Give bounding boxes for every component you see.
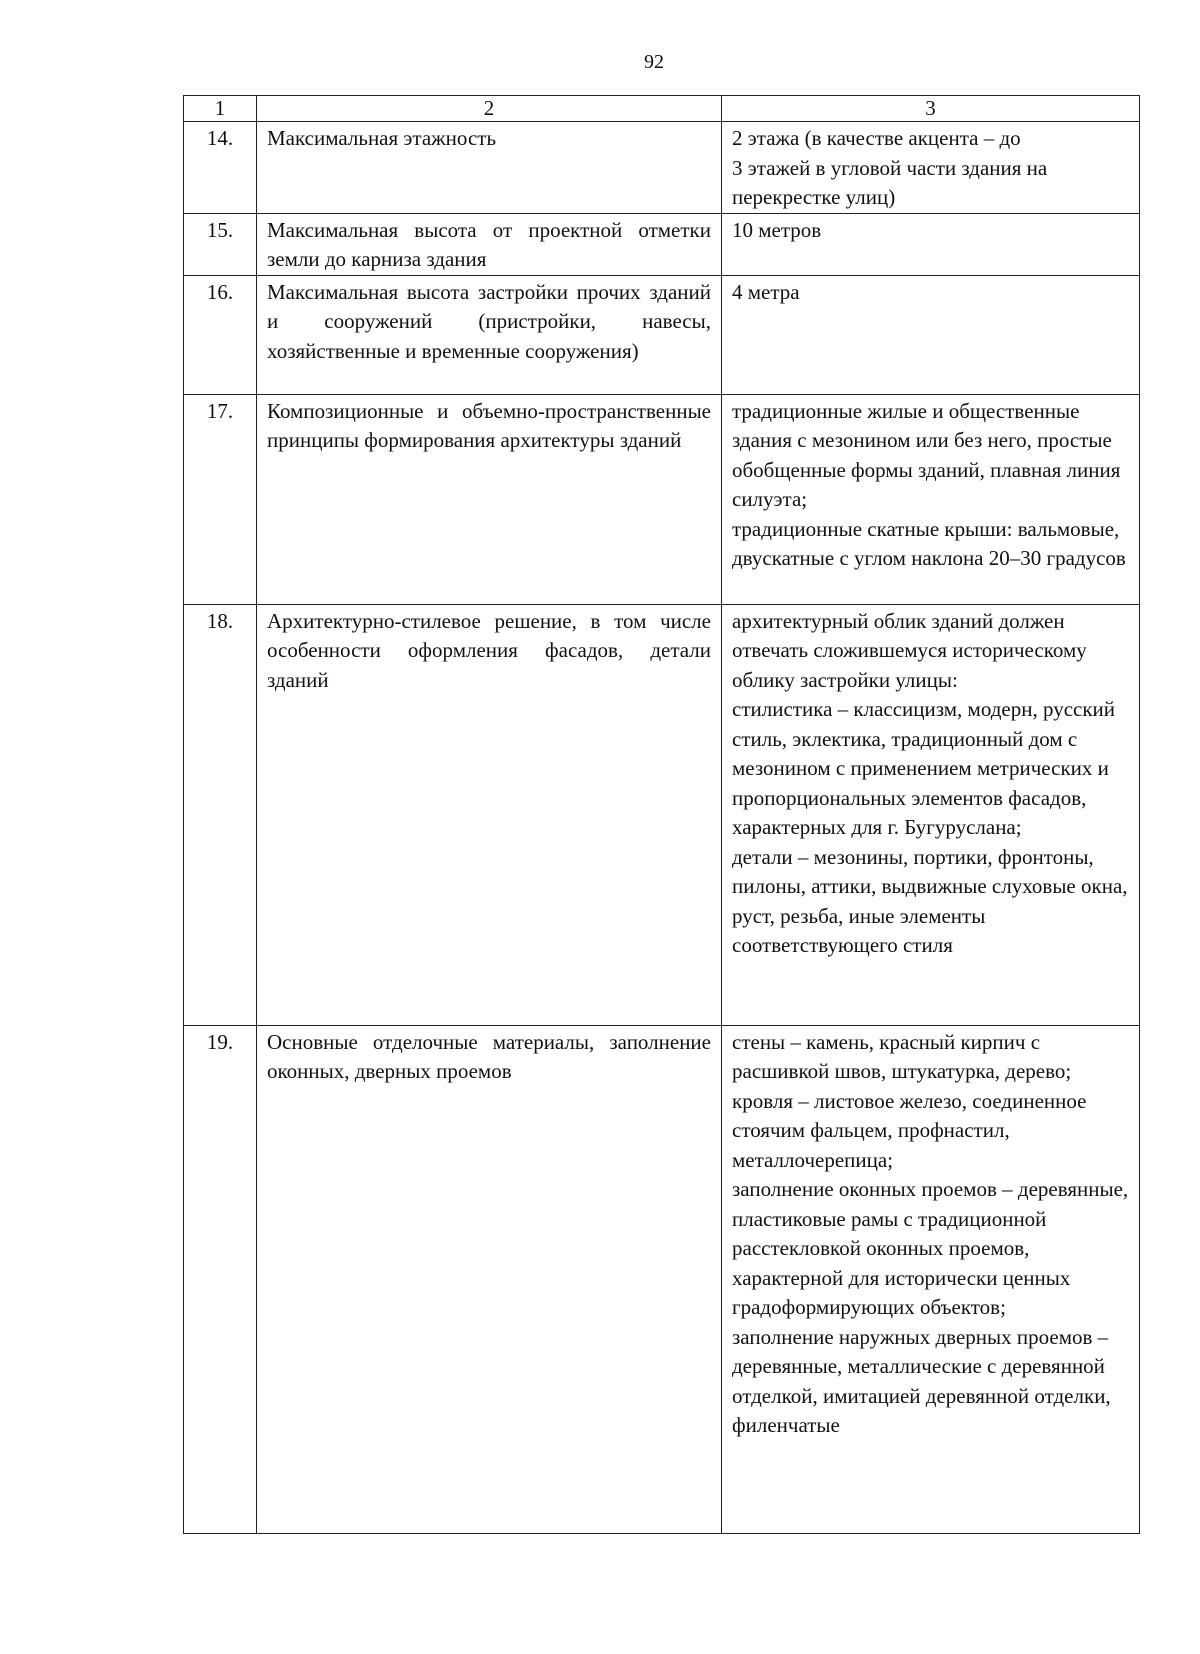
row-value: архитектурный облик зданий должен отвечать сложившемуся историческому облику застройки улицы: стилистика – классицизм, модерн, русский стиль, эклектика, традиционный дом с мезонином с применением метрических и пропорциональных элементов фасадов, характерных для г. Бугуруслана; детали – мезонины, портики, фронтоны, пилоны, аттики, выдвижные слуховые окна, руст, резьба, иные элементы соответствующего стиля — [722, 604, 1140, 1025]
table-row — [184, 122, 1140, 214]
row-value: традиционные жилые и общественные здания с мезонином или без него, простые обобщенные формы зданий, плавная линия силуэта; традиционные скатные крыши: вальмовые, двускатные с углом наклона 20–30 градусов — [722, 394, 1140, 604]
row-number: 18. — [184, 604, 257, 1025]
row-number: 17. — [184, 394, 257, 604]
row-value: стены – камень, красный кирпич с расшивкой швов, штукатурка, дерево; кровля – листовое железо, соединенное стоячим фальцем, профнастил, металлочерепица; заполнение оконных проемов – деревянные, пластиковые рамы с традиционной расстекловкой оконных проемов, характерной для исторически ценных градоформирующих объектов; заполнение наружных дверных проемов – деревянные, металлические с деревянной отделкой, имитацией деревянной отделки, филенчатые — [722, 1025, 1140, 1533]
row-parameter: Максимальная высота застройки прочих зданий и сооружений (пристройки, навесы, хозяйственные и временные сооружения) — [257, 275, 722, 394]
row-number: 15. — [184, 213, 257, 275]
header-cell-2: 2 — [257, 96, 722, 122]
requirements-table — [183, 95, 1140, 1534]
row-value: 4 метра — [722, 275, 1140, 394]
row-number: 16. — [184, 275, 257, 394]
row-parameter: Основные отделочные материалы, заполнение оконных, дверных проемов — [257, 1025, 722, 1533]
table-row — [184, 275, 1140, 394]
table-row — [184, 213, 1140, 275]
page-number: 92 — [644, 51, 664, 73]
row-value: 10 метров — [722, 213, 1140, 275]
header-cell-1: 1 — [184, 96, 257, 122]
row-parameter: Архитектурно-стилевое решение, в том числе особенности оформления фасадов, детали зданий — [257, 604, 722, 1025]
table-row — [184, 394, 1140, 604]
row-number: 19. — [184, 1025, 257, 1533]
row-parameter: Максимальная этажность — [257, 122, 722, 214]
row-parameter: Композиционные и объемно-пространственные принципы формирования архитектуры зданий — [257, 394, 722, 604]
table-row — [184, 1025, 1140, 1533]
row-parameter: Максимальная высота от проектной отметки земли до карниза здания — [257, 213, 722, 275]
row-number: 14. — [184, 122, 257, 214]
table-header-row — [184, 96, 1140, 122]
row-value: 2 этажа (в качестве акцента – до 3 этажей в угловой части здания на перекрестке улиц) — [722, 122, 1140, 214]
table-row — [184, 604, 1140, 1025]
header-cell-3: 3 — [722, 96, 1140, 122]
